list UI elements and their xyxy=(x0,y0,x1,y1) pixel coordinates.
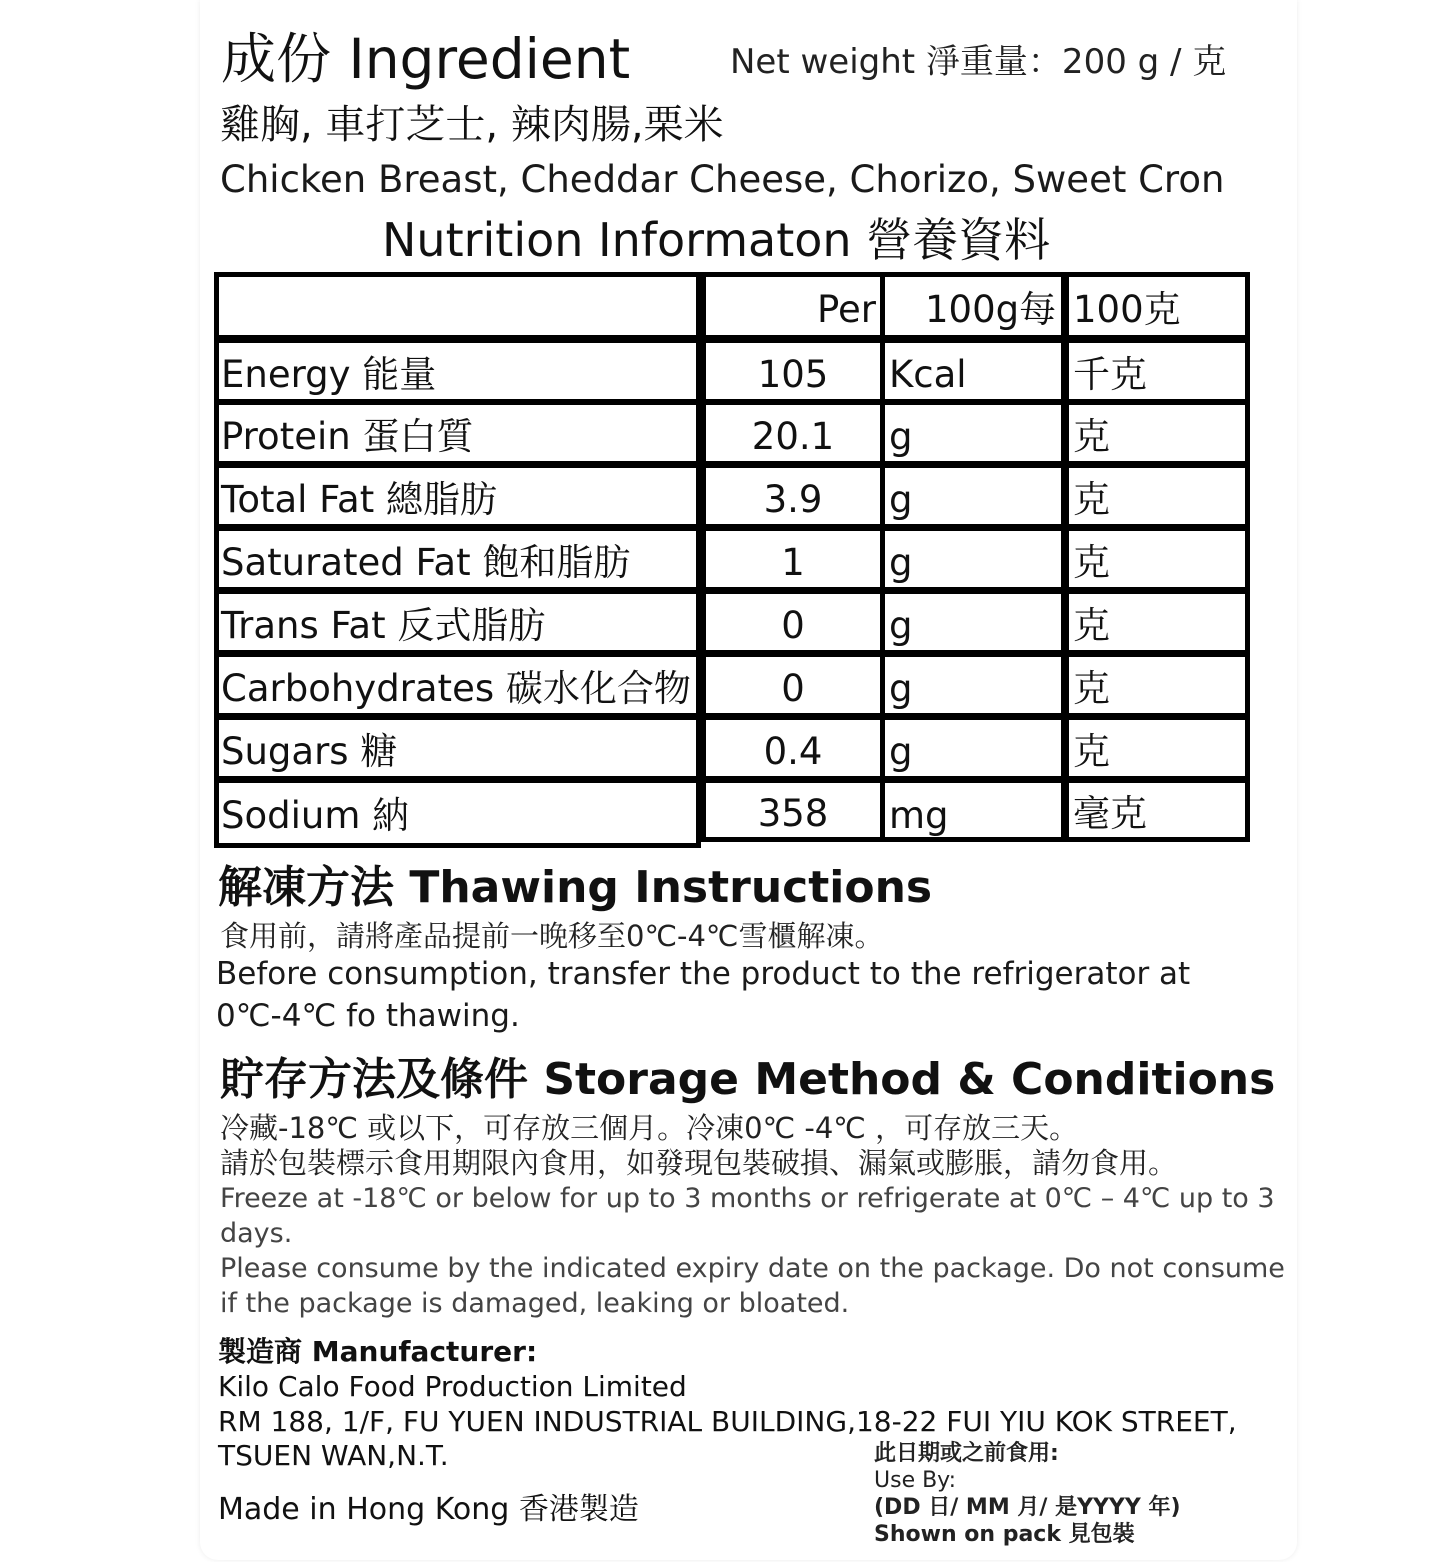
row-unit-zh-cell xyxy=(1064,400,1250,466)
nutrient-value: 105 xyxy=(757,353,829,396)
nutrient-unit-zh: 千克 xyxy=(1073,353,1147,396)
row-unit-zh-cell xyxy=(1064,463,1250,529)
nutrient-unit: g xyxy=(889,541,913,584)
storage-text-en-2: days. xyxy=(220,1218,293,1249)
nutrient-unit: g xyxy=(889,478,913,521)
thawing-text-en-2: 0℃-4℃ fo thawing. xyxy=(216,998,520,1034)
nutrient-label: Total Fat 總脂肪 xyxy=(221,478,498,521)
nutrient-unit-zh: 克 xyxy=(1073,415,1110,458)
row-unit-cell xyxy=(880,338,1066,404)
header-unit-zh-cell xyxy=(1064,272,1250,340)
manufacturer-address-2: TSUEN WAN,N.T. xyxy=(218,1439,449,1472)
nutrient-value: 1 xyxy=(781,541,805,584)
row-value-cell xyxy=(701,652,885,718)
nutrient-unit-zh: 克 xyxy=(1073,730,1110,773)
ingredient-list-zh: 雞胸, 車打芝士, 辣肉腸,栗米 xyxy=(220,102,724,148)
nutrient-label: Sugars 糖 xyxy=(221,730,398,773)
thawing-text-zh: 食用前，請將產品提前一晚移至0℃-4℃雪櫃解凍。 xyxy=(220,919,884,953)
row-label-cell xyxy=(214,338,701,404)
nutrition-title: Nutrition Informaton 營養資料 xyxy=(382,213,1051,267)
nutrient-unit-zh: 克 xyxy=(1073,478,1110,521)
storage-text-en-4: if the package is damaged, leaking or bloated. xyxy=(220,1288,850,1319)
nutrient-label: Energy 能量 xyxy=(221,353,437,396)
storage-text-en-1: Freeze at -18℃ or below for up to 3 months or refrigerate at 0℃ – 4℃ up to 3 xyxy=(220,1183,1275,1214)
row-unit-zh-cell xyxy=(1064,338,1250,404)
row-value-cell xyxy=(701,463,885,529)
nutrient-unit-zh: 克 xyxy=(1073,541,1110,584)
header-value-cell xyxy=(701,272,885,340)
header-label-cell xyxy=(214,272,701,340)
row-value-cell xyxy=(701,715,885,781)
net-weight: Net weight 淨重量：200 g / 克 xyxy=(730,42,1227,82)
nutrient-label: Trans Fat 反式脂肪 xyxy=(221,604,546,647)
nutrient-unit-zh: 克 xyxy=(1073,667,1110,710)
row-unit-cell xyxy=(880,526,1066,592)
manufacturer-name: Kilo Calo Food Production Limited xyxy=(218,1370,687,1403)
row-value-cell xyxy=(701,400,885,466)
header-per100g: 100g每 xyxy=(925,288,1057,331)
made-in: Made in Hong Kong 香港製造 xyxy=(218,1492,639,1527)
use-by-line-3: (DD 日/ MM 月/ 是YYYY 年) xyxy=(874,1495,1181,1520)
nutrient-value: 3.9 xyxy=(763,478,823,521)
row-label-cell xyxy=(214,652,701,718)
storage-text-en-3: Please consume by the indicated expiry date on the package. Do not consume xyxy=(220,1253,1285,1284)
nutrient-unit: g xyxy=(889,415,913,458)
nutrient-unit: g xyxy=(889,730,913,773)
nutrient-value: 0 xyxy=(781,604,805,647)
nutrient-value: 0.4 xyxy=(763,730,823,773)
row-label-cell xyxy=(214,400,701,466)
header-per100zh: 100克 xyxy=(1073,288,1181,331)
nutrient-label: Protein 蛋白質 xyxy=(221,415,474,458)
nutrient-value: 20.1 xyxy=(751,415,835,458)
row-unit-cell xyxy=(880,652,1066,718)
ingredient-title: 成份 Ingredient xyxy=(221,27,631,91)
row-value-cell xyxy=(701,778,885,842)
row-label-cell xyxy=(214,778,701,848)
manufacturer-address-1: RM 188, 1/F, FU YUEN INDUSTRIAL BUILDING,18-22 FUI YIU KOK STREET, xyxy=(218,1405,1237,1438)
row-value-cell xyxy=(701,338,885,404)
nutrient-unit: mg xyxy=(889,794,949,837)
row-unit-cell xyxy=(880,778,1066,842)
storage-text-zh-1: 冷藏-18℃ 或以下，可存放三個月。冷凍0℃ -4℃ ，可存放三天。 xyxy=(220,1111,1079,1145)
row-label-cell xyxy=(214,715,701,781)
nutrient-unit-zh: 克 xyxy=(1073,604,1110,647)
storage-text-zh-2: 請於包裝標示食用期限內食用，如發現包裝破損、漏氣或膨脹，請勿食用。 xyxy=(220,1146,1178,1180)
use-by-line-1: 此日期或之前食用: xyxy=(874,1441,1059,1466)
row-unit-cell xyxy=(880,715,1066,781)
row-unit-cell xyxy=(880,589,1066,655)
nutrient-unit: Kcal xyxy=(889,353,967,396)
use-by-line-2: Use By: xyxy=(874,1468,957,1493)
nutrient-unit: g xyxy=(889,604,913,647)
nutrient-label: Saturated Fat 飽和脂肪 xyxy=(221,541,631,584)
nutrient-unit-zh: 毫克 xyxy=(1073,792,1147,835)
manufacturer-label: 製造商 Manufacturer: xyxy=(218,1335,538,1368)
row-value-cell xyxy=(701,526,885,592)
header-per: Per xyxy=(817,288,876,331)
nutrient-label: Sodium 納 xyxy=(221,794,410,837)
thawing-title: 解凍方法 Thawing Instructions xyxy=(218,862,933,913)
use-by-line-4: Shown on pack 見包裝 xyxy=(874,1522,1135,1547)
row-label-cell xyxy=(214,463,701,529)
row-unit-zh-cell xyxy=(1064,589,1250,655)
row-unit-cell xyxy=(880,463,1066,529)
thawing-text-en-1: Before consumption, transfer the product to the refrigerator at xyxy=(216,956,1191,992)
row-unit-zh-cell xyxy=(1064,778,1250,842)
nutrient-value: 0 xyxy=(781,667,805,710)
nutrient-label: Carbohydrates 碳水化合物 xyxy=(221,667,691,710)
row-unit-cell xyxy=(880,400,1066,466)
ingredient-list-en: Chicken Breast, Cheddar Cheese, Chorizo, Sweet Cron xyxy=(220,158,1225,201)
nutrient-value: 358 xyxy=(757,792,829,835)
row-unit-zh-cell xyxy=(1064,526,1250,592)
row-label-cell xyxy=(214,589,701,655)
row-unit-zh-cell xyxy=(1064,715,1250,781)
row-label-cell xyxy=(214,526,701,592)
row-value-cell xyxy=(701,589,885,655)
nutrient-unit: g xyxy=(889,667,913,710)
header-unit-cell xyxy=(880,272,1066,340)
row-unit-zh-cell xyxy=(1064,652,1250,718)
storage-title: 貯存方法及條件 Storage Method & Conditions xyxy=(220,1054,1276,1105)
